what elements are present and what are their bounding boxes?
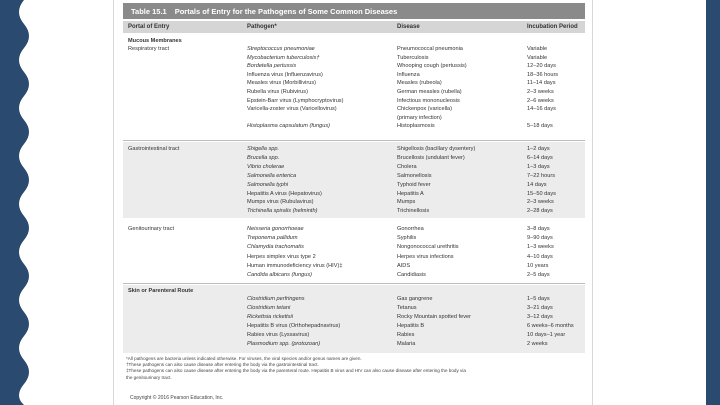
skin-section — [123, 285, 585, 353]
table-title-bar — [123, 3, 585, 19]
disease-cell: Whooping cough (pertussis) — [397, 63, 467, 70]
pathogen-cell: Streptococcus pneumoniae — [247, 46, 315, 52]
incubation-cell: 3–8 days — [527, 226, 550, 232]
disease-cell: Hepatitis B — [397, 323, 425, 329]
table-row — [123, 173, 585, 181]
pathogen-cell: Herpes simplex virus type 2 — [247, 253, 316, 260]
disease-cell: Malaria — [397, 341, 416, 347]
table-row — [123, 332, 585, 340]
disease-cell: Herpes virus infections — [397, 253, 454, 260]
table-row — [123, 80, 585, 88]
pathogen-cell: Salmonella enterica — [247, 172, 297, 179]
disease-cell: Tuberculosis — [397, 54, 429, 61]
table-row — [123, 182, 585, 190]
table-row — [123, 296, 585, 304]
disease-cell: Cholera — [397, 163, 417, 170]
portal-respiratory: Respiratory tract — [128, 46, 170, 52]
pathogen-cell: Mumps virus (Rubulavirus) — [247, 199, 314, 206]
group-skin-parenteral: Skin or Parenteral Route — [128, 288, 194, 294]
incubation-cell: 18–36 hours — [527, 71, 559, 78]
pathogen-cell: Bordetella pertussis — [247, 63, 297, 70]
pathogen-cell: Mycobacterium tuberculosis† — [247, 54, 320, 61]
disease-cell: Histoplasmosis — [397, 123, 435, 130]
table-row — [123, 226, 585, 234]
incubation-cell: 12–20 days — [527, 63, 556, 70]
footnote-1: *All pathogens are bacteria unless indicated otherwise. For viruses, the viral species and/or genus names are given. — [126, 356, 362, 361]
footnote-3: ‡These pathogens can also cause disease after entering the body via the parenteral route. Hepatitis B virus and HIV can also cause disease after entering the body via — [126, 368, 466, 374]
table-row — [123, 106, 585, 114]
disease-cell: Infectious mononucleosis — [397, 97, 460, 104]
incubation-cell: 2–3 weeks — [527, 89, 554, 95]
footnote-3-cont: the genitourinary tract. — [126, 374, 172, 380]
table-row — [123, 208, 585, 216]
table-row — [123, 98, 585, 106]
table-row — [123, 323, 585, 331]
pathogen-cell: Rubella virus (Rubivirus) — [247, 89, 308, 95]
pathogen-cell: Human immunodeficiency virus (HIV)‡ — [247, 262, 343, 269]
incubation-cell: 4–10 days — [527, 253, 553, 260]
pathogen-cell: Chlamydia trachomatis — [247, 244, 304, 251]
pathogen-cell: Salmonella typhi — [247, 181, 289, 188]
pathogen-cell: Rabies virus (Lyssavirus) — [247, 332, 310, 338]
incubation-cell: 2–3 weeks — [527, 199, 554, 206]
portal-genitourinary: Genitourinary tract — [128, 226, 175, 232]
incubation-cell: 2–28 days — [527, 208, 553, 215]
table-row — [123, 263, 585, 271]
incubation-cell: 5–18 days — [527, 123, 553, 130]
incubation-cell: 6 weeks–6 months — [527, 323, 574, 329]
pathogen-cell: Vibrio cholerae — [247, 163, 285, 170]
table-row — [123, 272, 585, 280]
section-divider — [123, 140, 585, 141]
disease-cell: Mumps — [397, 199, 416, 206]
copyright-notice: Copyright © 2016 Pearson Education, Inc. — [130, 395, 224, 401]
pathogen-cell: Clostridium tetani — [247, 305, 291, 311]
table-row — [123, 244, 585, 252]
disease-cell: German measles (rubella) — [397, 89, 462, 95]
pathogen-cell: Hepatitis A virus (Hepatovirus) — [247, 190, 322, 197]
group-mucous-membranes: Mucous Membranes — [128, 38, 182, 44]
incubation-cell: 1–2 days — [527, 146, 550, 152]
pathogen-cell: Epstein-Barr virus (Lymphocryptovirus) — [247, 97, 344, 104]
table-image — [113, 0, 593, 405]
disease-cell: Shigellosis (bacillary dysentery) — [397, 146, 476, 152]
incubation-cell: 1–5 days — [527, 296, 550, 302]
table-title: Portals of Entry for the Pathogens of Some Common Diseases — [174, 6, 398, 16]
table-row — [123, 115, 585, 123]
incubation-cell: 1–3 weeks — [527, 244, 554, 251]
pathogen-cell: Rickettsia rickettsii — [247, 314, 294, 320]
disease-cell: Nongonococcal urethritis — [397, 244, 459, 251]
table-row — [123, 199, 585, 207]
genito-section — [123, 222, 585, 282]
disease-cell: Chickenpox (varicella) — [397, 106, 453, 113]
incubation-cell: 10 days–1 year — [527, 332, 566, 338]
disease-cell: Rocky Mountain spotted fever — [397, 314, 471, 320]
pathogen-cell: Plasmodium spp. (protozoan) — [247, 341, 321, 347]
disease-cell: Syphilis — [397, 235, 417, 242]
incubation-cell: 15–50 days — [527, 190, 556, 197]
col-disease: Disease — [397, 24, 420, 30]
right-decorative-band — [706, 0, 720, 405]
disease-cell: AIDS — [397, 262, 411, 269]
disease-cell: Brucellosis (undulant fever) — [397, 154, 465, 161]
incubation-cell: 7–22 hours — [527, 172, 555, 179]
gastro-section — [123, 142, 585, 218]
table-row — [123, 164, 585, 172]
incubation-cell: 2 weeks — [527, 341, 548, 347]
pathogen-cell: Histoplasma capsulatum (fungus) — [247, 123, 331, 130]
disease-cell: Tetanus — [397, 305, 417, 311]
left-decorative-band — [0, 0, 36, 405]
section-divider — [123, 283, 585, 284]
pathogen-cell: Treponema pallidum — [247, 235, 298, 242]
respiratory-section — [123, 36, 585, 138]
incubation-cell: 14 days — [527, 181, 547, 188]
table-row — [123, 55, 585, 63]
incubation-cell: 10 years — [527, 262, 549, 269]
disease-cell: Gas gangrene — [397, 296, 433, 302]
table-row — [123, 235, 585, 243]
col-incubation: Incubation Period — [527, 24, 578, 30]
disease-cell: Pneumococcal pneumonia — [397, 46, 463, 52]
disease-cell: Trichinellosis — [397, 208, 430, 215]
table-row — [123, 191, 585, 199]
pathogen-cell: Shigella spp. — [247, 146, 280, 152]
pathogen-cell: Hepatitis B virus (Orthohepadnavirus) — [247, 323, 341, 329]
footnote-2: †These pathogens can also cause disease after entering the body via the gastrointestinal tract. — [126, 362, 319, 368]
incubation-cell: 2–6 weeks — [527, 97, 554, 104]
incubation-cell: 3–21 days — [527, 305, 553, 311]
col-pathogen: Pathogen* — [247, 24, 277, 30]
table-row — [123, 314, 585, 322]
table-row — [123, 155, 585, 163]
incubation-cell: Variable — [527, 46, 548, 52]
incubation-cell: 9–90 days — [527, 235, 553, 242]
incubation-cell: 6–14 days — [527, 154, 553, 161]
disease-cell: Salmonellosis — [397, 172, 432, 179]
table-row — [123, 123, 585, 131]
table-row — [123, 72, 585, 80]
table-row — [123, 254, 585, 262]
disease-cell: Hepatitis A — [397, 190, 424, 197]
table-row — [123, 305, 585, 313]
incubation-cell: 1–3 days — [527, 163, 550, 170]
table-row — [123, 63, 585, 71]
footnotes — [126, 356, 582, 381]
disease-cell: Gonorrhea — [397, 226, 424, 232]
incubation-cell: Variable — [527, 54, 548, 61]
disease-cell: Influenza — [397, 71, 420, 78]
column-header-row — [123, 21, 585, 33]
incubation-cell: 14–16 days — [527, 106, 556, 113]
disease-cell: Candidiasis — [397, 272, 426, 278]
pathogen-cell: Candida albicans (fungus) — [247, 272, 312, 278]
pathogen-cell: Varicella-zoster virus (Varicellovirus) — [247, 106, 337, 113]
disease-cell: Measles (rubeola) — [397, 80, 442, 87]
disease-cell: Typhoid fever — [397, 181, 431, 188]
pathogen-cell: Neisseria gonorrhoeae — [247, 226, 304, 232]
incubation-cell: 2–5 days — [527, 272, 550, 278]
portal-gastrointestinal: Gastrointestinal tract — [128, 146, 180, 152]
pathogen-cell: Trichinella spiralis (helminth) — [247, 208, 318, 215]
pathogen-cell: Clostridium perfringens — [247, 296, 305, 302]
col-portal: Portal of Entry — [128, 24, 170, 30]
disease-cell: (primary infection) — [397, 114, 442, 121]
disease-cell: Rabies — [397, 332, 415, 338]
table-row — [123, 146, 585, 154]
table-row — [123, 341, 585, 349]
incubation-cell: 3–12 days — [527, 314, 553, 320]
pathogen-cell: Measles virus (Morbillivirus) — [247, 80, 316, 87]
table-number: Table 15.1 — [131, 6, 167, 16]
table-row — [123, 89, 585, 97]
incubation-cell: 11–14 days — [527, 80, 556, 87]
table-row — [123, 46, 585, 54]
pathogen-cell: Brucella spp. — [247, 154, 280, 161]
pathogen-cell: Influenza virus (Influenzavirus) — [247, 71, 323, 78]
